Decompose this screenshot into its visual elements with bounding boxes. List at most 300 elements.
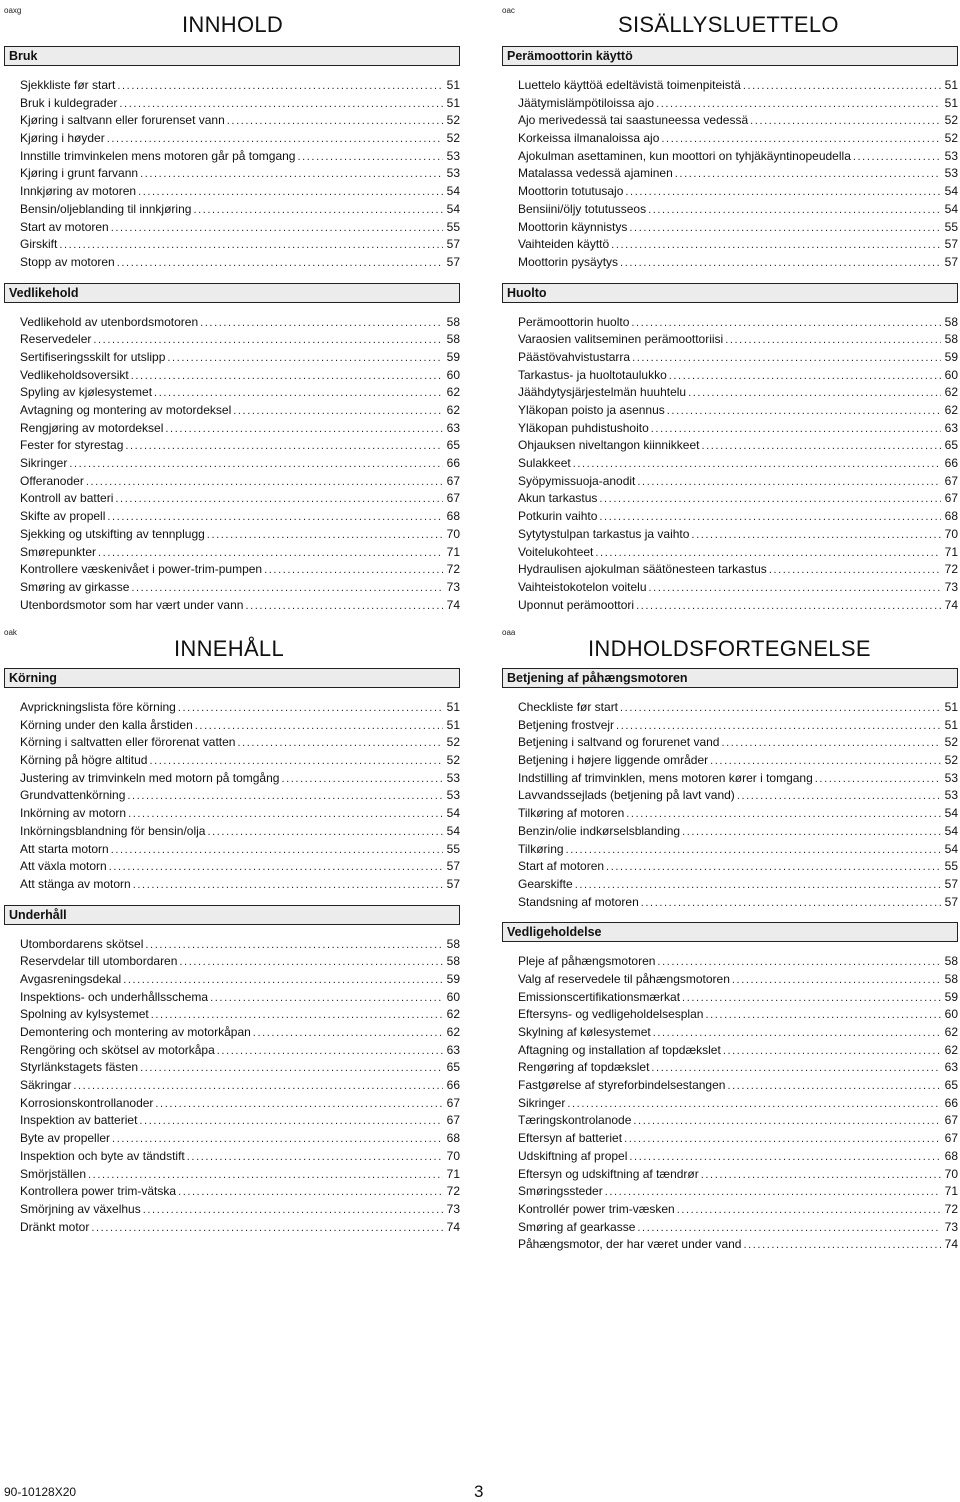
- dot-leader: [573, 456, 941, 473]
- toc-entry-page: 65: [944, 1078, 958, 1093]
- toc-entry-page: 72: [944, 1201, 958, 1216]
- toc-entry[interactable]: [518, 526, 958, 544]
- toc-entry-page: 53: [944, 166, 958, 181]
- toc-entry[interactable]: [20, 236, 460, 254]
- dot-leader: [669, 368, 941, 385]
- toc-entry[interactable]: [20, 473, 460, 491]
- toc-entry-label: Voitelukohteet: [518, 544, 594, 559]
- toc-entry[interactable]: [518, 1077, 958, 1095]
- toc-entry[interactable]: [518, 490, 958, 508]
- toc-entry[interactable]: [518, 1024, 958, 1042]
- dot-leader: [245, 598, 443, 615]
- toc-entry[interactable]: [518, 183, 958, 201]
- toc-entry-label: Avprickningslista före körning: [20, 700, 176, 714]
- toc-entry-page: 72: [944, 562, 958, 577]
- toc-entry-page: 63: [944, 1060, 958, 1075]
- page-number: 3: [474, 1482, 484, 1501]
- toc-entry[interactable]: [20, 420, 460, 438]
- toc-entry-label: Reservedeler: [20, 332, 92, 347]
- toc-entry-label: Offeranoder: [20, 473, 84, 488]
- dot-leader: [207, 527, 443, 544]
- toc-list: [4, 77, 460, 272]
- toc-entry[interactable]: [518, 77, 958, 95]
- toc-entry[interactable]: [518, 823, 958, 841]
- toc-entry-label: Styrlänkstagets fästen: [20, 1060, 139, 1075]
- toc-entry-label: Moottorin käynnistys: [518, 219, 628, 234]
- dot-leader: [667, 403, 941, 420]
- toc-entry[interactable]: [20, 1166, 460, 1184]
- toc-body: [502, 668, 958, 1265]
- toc-entry[interactable]: [20, 77, 460, 95]
- toc-entry[interactable]: [518, 805, 958, 823]
- toc-entry[interactable]: [20, 876, 460, 894]
- toc-entry-label: Reservdelar till utombordaren: [20, 954, 178, 969]
- language-code: oac: [502, 6, 515, 15]
- toc-entry-label: Korkeissa ilmanaloissa ajo: [518, 131, 660, 146]
- toc-entry[interactable]: [20, 314, 460, 332]
- toc-entry[interactable]: [20, 219, 460, 237]
- toc-entry-page: 58: [446, 314, 460, 329]
- toc-entry-label: Kontroll av batteri: [20, 491, 114, 506]
- dot-leader: [151, 1007, 443, 1024]
- toc-entry[interactable]: [518, 579, 958, 597]
- toc-entry-page: 63: [446, 420, 460, 435]
- toc-entry[interactable]: [20, 1059, 460, 1077]
- dot-leader: [641, 895, 941, 912]
- toc-entry[interactable]: [20, 699, 460, 717]
- toc-entry[interactable]: [20, 579, 460, 597]
- dot-leader: [688, 385, 941, 402]
- toc-entry[interactable]: [20, 805, 460, 823]
- toc-entry-page: 58: [944, 971, 958, 986]
- toc-entry-label: Hydraulisen ajokulman säätönesteen tarkastus: [518, 562, 767, 577]
- toc-entry-page: 54: [446, 201, 460, 216]
- toc-entry[interactable]: [20, 437, 460, 455]
- toc-entry-page: 57: [446, 876, 460, 891]
- toc-entry[interactable]: [20, 508, 460, 526]
- toc-entry-page: 51: [944, 78, 958, 92]
- toc-entry-label: Lavvandssejlads (betjening på lavt vand): [518, 788, 735, 803]
- toc-entry[interactable]: [20, 384, 460, 402]
- dot-leader: [653, 1025, 941, 1042]
- dot-leader: [605, 1184, 941, 1201]
- toc-entry-page: 67: [944, 473, 958, 488]
- toc-entry[interactable]: [20, 183, 460, 201]
- toc-entry-label: Vedlikehold av utenbordsmotoren: [20, 314, 199, 329]
- toc-entry[interactable]: [518, 112, 958, 130]
- toc-entry-label: Körning på högre altitud: [20, 753, 148, 768]
- toc-entry[interactable]: [20, 1148, 460, 1166]
- toc-entry-label: Sikringer: [518, 1095, 566, 1110]
- toc-entry[interactable]: [20, 823, 460, 841]
- dot-leader: [207, 824, 443, 841]
- dot-leader: [632, 350, 941, 367]
- toc-entry-label: Körning under den kalla årstiden: [20, 717, 193, 732]
- toc-entry-page: 62: [446, 403, 460, 417]
- toc-entry-page: 54: [446, 823, 460, 838]
- toc-entry[interactable]: [518, 699, 958, 717]
- toc-entry[interactable]: [20, 112, 460, 130]
- dot-leader: [661, 131, 941, 148]
- dot-leader: [193, 202, 443, 219]
- dot-leader: [625, 184, 941, 201]
- toc-entry[interactable]: [20, 455, 460, 473]
- toc-entry-page: 57: [944, 237, 958, 252]
- toc-entry[interactable]: [518, 597, 958, 615]
- toc-entry-page: 51: [446, 78, 460, 92]
- toc-entry[interactable]: [20, 490, 460, 508]
- toc-entry-label: Skylning af kølesystemet: [518, 1025, 651, 1039]
- dot-leader: [253, 1025, 443, 1042]
- toc-entry[interactable]: [20, 1024, 460, 1042]
- toc-entry-label: Varaosien valitseminen perämoottoriisi: [518, 332, 724, 347]
- toc-entry-page: 62: [446, 385, 460, 400]
- toc-entry[interactable]: [20, 858, 460, 876]
- dot-leader: [657, 954, 941, 971]
- toc-entry-page: 60: [446, 989, 460, 1004]
- dot-leader: [815, 771, 941, 788]
- toc-entry[interactable]: [20, 787, 460, 805]
- toc-entry-label: Standsning af motoren: [518, 894, 639, 909]
- toc-entry-label: Uponnut perämoottori: [518, 597, 635, 612]
- dot-leader: [165, 421, 443, 438]
- toc-entry[interactable]: [20, 201, 460, 219]
- toc-entry-label: Tarkastus- ja huoltotaulukko: [518, 367, 667, 382]
- toc-entry-page: 67: [944, 1113, 958, 1128]
- toc-entry-page: 72: [446, 1184, 460, 1199]
- toc-entry[interactable]: [518, 787, 958, 805]
- toc-entry-label: Att stänga av motorn: [20, 876, 131, 891]
- toc-entry-page: 52: [446, 753, 460, 768]
- dot-leader: [732, 972, 941, 989]
- toc-entry-page: 62: [944, 1042, 958, 1057]
- toc-entry-page: 62: [944, 385, 958, 400]
- dot-leader: [178, 1184, 443, 1201]
- toc-entry[interactable]: [518, 219, 958, 237]
- dot-leader: [107, 131, 443, 148]
- toc-entry-page: 53: [944, 770, 958, 785]
- dot-leader: [637, 1220, 941, 1237]
- toc-entry[interactable]: [20, 402, 460, 420]
- toc-entry-label: Justering av trimvinkeln med motorn på tomgång: [20, 770, 280, 785]
- dot-leader: [743, 1237, 941, 1254]
- toc-entry-page: 59: [446, 971, 460, 986]
- toc-entry-label: Betjening i saltvand og forurenet vand: [518, 735, 720, 750]
- dot-leader: [691, 527, 941, 544]
- toc-entry[interactable]: [518, 717, 958, 735]
- toc-entry-page: 74: [944, 1237, 958, 1252]
- toc-entry-page: 58: [446, 332, 460, 347]
- toc-entry[interactable]: [518, 971, 958, 989]
- toc-entry[interactable]: [518, 841, 958, 859]
- toc-entry[interactable]: [518, 455, 958, 473]
- toc-entry-label: Tilkøring af motoren: [518, 806, 625, 821]
- toc-entry-label: Inspektion och byte av tändstift: [20, 1148, 185, 1163]
- toc-entry[interactable]: [518, 473, 958, 491]
- toc-entry[interactable]: [518, 165, 958, 183]
- dot-leader: [636, 598, 941, 615]
- toc-entry-page: 51: [944, 700, 958, 714]
- toc-list: [4, 314, 460, 615]
- toc-entry-label: Spolning av kylsystemet: [20, 1007, 149, 1022]
- toc-entry[interactable]: [518, 402, 958, 420]
- toc-entry-label: Inkörning av motorn: [20, 806, 127, 821]
- toc-entry-page: 66: [446, 456, 460, 471]
- toc-entry-label: Smøring af gearkasse: [518, 1219, 636, 1234]
- toc-entry-label: Luettelo käyttöä edeltävistä toimenpiteistä: [518, 78, 741, 92]
- toc-entry-label: Körning i saltvatten eller förorenat vatten: [20, 735, 236, 750]
- dot-leader: [167, 350, 443, 367]
- dot-leader: [626, 806, 941, 823]
- toc-entry-label: Rengöring och skötsel av motorkåpa: [20, 1042, 215, 1057]
- toc-entry-page: 66: [944, 456, 958, 471]
- toc-entry[interactable]: [518, 1130, 958, 1148]
- toc-entry-page: 63: [446, 1042, 460, 1057]
- toc-entry-page: 53: [446, 770, 460, 785]
- toc-entry[interactable]: [518, 314, 958, 332]
- dot-leader: [117, 255, 443, 272]
- toc-entry-page: 59: [944, 349, 958, 364]
- toc-entry-page: 62: [446, 1025, 460, 1039]
- toc-entry[interactable]: [518, 1236, 958, 1254]
- toc-entry-label: Smøring av girkasse: [20, 579, 130, 594]
- dot-leader: [138, 184, 443, 201]
- toc-entry[interactable]: [20, 148, 460, 166]
- toc-entry-label: Jäätymislämpötiloissa ajo: [518, 95, 655, 110]
- toc-entry-label: Utenbordsmotor som har vært under vann: [20, 597, 244, 612]
- toc-entry-page: 58: [944, 332, 958, 347]
- toc-entry[interactable]: [20, 130, 460, 148]
- toc-entry-page: 58: [944, 314, 958, 329]
- toc-title: SISÄLLYSLUETTELO: [618, 12, 839, 37]
- toc-entry-page: 67: [446, 1113, 460, 1128]
- toc-entry[interactable]: [518, 1201, 958, 1219]
- toc-entry[interactable]: [20, 717, 460, 735]
- toc-entry[interactable]: [518, 420, 958, 438]
- toc-entry-page: 66: [944, 1095, 958, 1110]
- toc-entry-label: Kjøring i grunt farvann: [20, 166, 139, 181]
- toc-entry-page: 51: [446, 700, 460, 714]
- toc-entry-page: 72: [446, 562, 460, 577]
- dot-leader: [179, 954, 443, 971]
- toc-entry[interactable]: [518, 894, 958, 912]
- dot-leader: [769, 562, 941, 579]
- toc-entry-label: Fester for styrestag: [20, 438, 124, 453]
- toc-entry-page: 67: [446, 491, 460, 506]
- dot-leader: [297, 149, 443, 166]
- toc-entry-label: Betjening frostvejr: [518, 717, 615, 732]
- toc-entry[interactable]: [518, 148, 958, 166]
- dot-leader: [69, 456, 443, 473]
- toc-entry[interactable]: [20, 1042, 460, 1060]
- toc-entry-label: Start af motoren: [518, 859, 605, 874]
- toc-entry-page: 51: [944, 95, 958, 110]
- toc-entry[interactable]: [518, 331, 958, 349]
- toc-entry[interactable]: [518, 1183, 958, 1201]
- dot-leader: [178, 700, 443, 717]
- toc-entry[interactable]: [518, 858, 958, 876]
- toc-entry[interactable]: [518, 367, 958, 385]
- toc-entry[interactable]: [20, 1130, 460, 1148]
- toc-entry-label: Dränkt motor: [20, 1219, 90, 1234]
- toc-entry-label: Tilkøring: [518, 841, 564, 856]
- toc-entry-page: 52: [944, 113, 958, 128]
- toc-entry-page: 54: [944, 201, 958, 216]
- toc-entry[interactable]: [20, 1183, 460, 1201]
- toc-entry[interactable]: [20, 936, 460, 954]
- toc-entry[interactable]: [20, 254, 460, 272]
- toc-entry[interactable]: [518, 1166, 958, 1184]
- toc-entry[interactable]: [518, 989, 958, 1007]
- toc-entry-label: Korrosionskontrollanoder: [20, 1095, 154, 1110]
- toc-entry-page: 62: [446, 1007, 460, 1022]
- toc-entry-label: Kontrollere væskenivået i power-trim-pumpen: [20, 562, 263, 577]
- toc-entry-label: Betjening i højere liggende områder: [518, 753, 709, 768]
- toc-entry[interactable]: [518, 95, 958, 113]
- toc-entry-label: Fastgørelse af styreforbindelsestangen: [518, 1078, 726, 1093]
- toc-entry[interactable]: [20, 1201, 460, 1219]
- toc-entry-page: 68: [944, 509, 958, 524]
- toc-entry[interactable]: [518, 1042, 958, 1060]
- toc-entry[interactable]: [518, 254, 958, 272]
- toc-entry-page: 53: [446, 148, 460, 163]
- toc-entry-label: Eftersyns- og vedligeholdelsesplan: [518, 1007, 704, 1022]
- dot-leader: [139, 1113, 443, 1130]
- toc-entry[interactable]: [20, 367, 460, 385]
- dot-leader: [210, 990, 443, 1007]
- toc-entry[interactable]: [518, 1059, 958, 1077]
- toc-entry[interactable]: [518, 1148, 958, 1166]
- toc-entry[interactable]: [20, 544, 460, 562]
- language-code: oak: [4, 628, 17, 637]
- toc-entry-label: Girskift: [20, 237, 58, 252]
- dot-leader: [154, 385, 443, 402]
- dot-leader: [611, 237, 941, 254]
- toc-entry[interactable]: [518, 734, 958, 752]
- toc-list: [502, 314, 958, 615]
- toc-entry[interactable]: [518, 544, 958, 562]
- toc-title: INDHOLDSFORTEGNELSE: [588, 636, 871, 661]
- toc-entry-page: 67: [446, 1095, 460, 1110]
- toc-entry[interactable]: [20, 561, 460, 579]
- toc-entry[interactable]: [20, 1077, 460, 1095]
- toc-entry[interactable]: [20, 165, 460, 183]
- toc-entry[interactable]: [20, 1006, 460, 1024]
- toc-entry[interactable]: [518, 384, 958, 402]
- toc-entry-label: Kontrollera power trim-vätska: [20, 1184, 177, 1199]
- toc-entry-page: 58: [944, 954, 958, 969]
- toc-entry[interactable]: [20, 971, 460, 989]
- toc-entry[interactable]: [518, 201, 958, 219]
- toc-entry-label: Att växla motorn: [20, 859, 107, 874]
- toc-entry[interactable]: [20, 526, 460, 544]
- toc-entry-page: 71: [944, 1184, 958, 1199]
- toc-entry[interactable]: [518, 876, 958, 894]
- toc-entry-label: Spyling av kjølesystemet: [20, 385, 153, 400]
- dot-leader: [633, 1113, 941, 1130]
- dot-leader: [575, 877, 941, 894]
- toc-entry-label: Yläkopan poisto ja asennus: [518, 403, 665, 417]
- toc-entry-page: 73: [446, 579, 460, 594]
- toc-entry[interactable]: [518, 1095, 958, 1113]
- toc-entry[interactable]: [518, 508, 958, 526]
- toc-entry-label: Akun tarkastus: [518, 491, 598, 506]
- toc-entry-page: 57: [944, 876, 958, 891]
- toc-entry[interactable]: [518, 1219, 958, 1237]
- toc-entry[interactable]: [518, 130, 958, 148]
- toc-entry[interactable]: [20, 989, 460, 1007]
- toc-entry[interactable]: [518, 953, 958, 971]
- toc-entry[interactable]: [20, 841, 460, 859]
- toc-entry-page: 65: [446, 438, 460, 453]
- toc-list: [4, 936, 460, 1237]
- toc-entry[interactable]: [20, 1219, 460, 1237]
- toc-entry[interactable]: [20, 953, 460, 971]
- toc-entry-page: 60: [944, 1007, 958, 1022]
- toc-entry[interactable]: [20, 331, 460, 349]
- dot-leader: [629, 220, 941, 237]
- section-heading: Bruk: [4, 46, 460, 66]
- toc-entry-page: 67: [446, 473, 460, 488]
- toc-entry-label: Grundvattenkörning: [20, 788, 126, 803]
- toc-entry-page: 74: [446, 1219, 460, 1234]
- toc-entry-label: Udskiftning af propel: [518, 1148, 628, 1163]
- toc-entry-label: Kjøring i saltvann eller forurenset vann: [20, 113, 225, 128]
- toc-entry[interactable]: [20, 734, 460, 752]
- toc-entry-label: Säkringar: [20, 1078, 72, 1093]
- toc-entry-label: Start av motoren: [20, 219, 109, 234]
- toc-entry-page: 67: [944, 1131, 958, 1146]
- toc-list: [502, 699, 958, 911]
- toc-list: [4, 699, 460, 894]
- toc-entry[interactable]: [518, 437, 958, 455]
- dot-leader: [125, 438, 443, 455]
- toc-entry[interactable]: [20, 1095, 460, 1113]
- toc-entry[interactable]: [518, 770, 958, 788]
- toc-entry[interactable]: [20, 752, 460, 770]
- toc-entry-label: Benzin/olie indkørselsblanding: [518, 823, 681, 838]
- toc-entry[interactable]: [20, 95, 460, 113]
- toc-entry[interactable]: [518, 1006, 958, 1024]
- dot-leader: [115, 491, 443, 508]
- toc-entry[interactable]: [20, 597, 460, 615]
- toc-entry-page: 68: [446, 509, 460, 524]
- toc-entry[interactable]: [20, 770, 460, 788]
- toc-entry[interactable]: [518, 236, 958, 254]
- toc-entry-page: 59: [944, 989, 958, 1004]
- toc-entry[interactable]: [518, 561, 958, 579]
- toc-entry[interactable]: [518, 752, 958, 770]
- dot-leader: [599, 509, 941, 526]
- toc-entry-page: 62: [944, 403, 958, 417]
- toc-entry-label: Syöpymissuoja-anodit: [518, 473, 636, 488]
- toc-entry-page: 52: [446, 735, 460, 750]
- toc-entry-label: Emissionscertifikationsmærkat: [518, 989, 681, 1004]
- toc-entry[interactable]: [518, 349, 958, 367]
- toc-entry[interactable]: [20, 1112, 460, 1130]
- toc-entry-label: Kontrollér power trim-væsken: [518, 1201, 675, 1216]
- toc-entry-label: Valg af reservedele til påhængsmotoren: [518, 971, 730, 986]
- dot-leader: [119, 96, 443, 113]
- toc-entry-label: Demontering och montering av motorkåpan: [20, 1025, 251, 1039]
- toc-entry[interactable]: [518, 1112, 958, 1130]
- toc-entry-page: 74: [446, 597, 460, 612]
- toc-entry[interactable]: [20, 349, 460, 367]
- toc-entry-label: Bensiini/öljy totutusseos: [518, 201, 647, 216]
- toc-entry-page: 51: [446, 95, 460, 110]
- toc-list: [502, 953, 958, 1254]
- toc-body: [4, 668, 460, 1247]
